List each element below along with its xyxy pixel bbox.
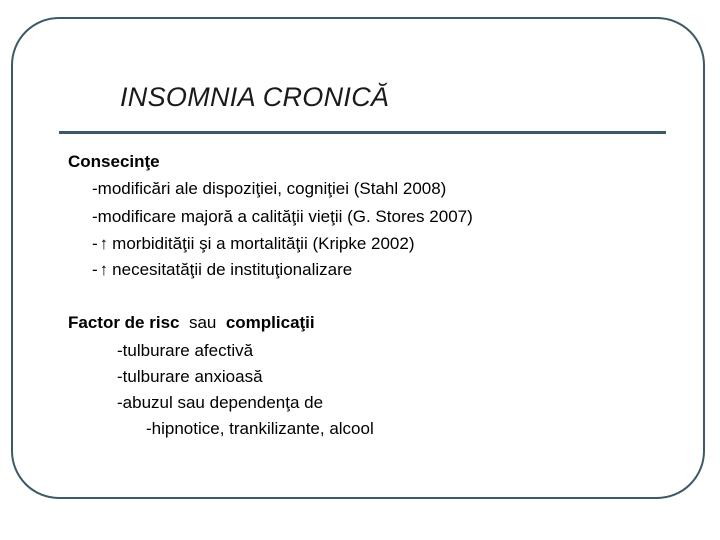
section-factor-heading [68,312,315,334]
list-item-text: modificări ale dispoziţiei, cogniţiei (Stahl 2008) [97,179,447,198]
list-item [92,259,352,281]
heading-part-mid: sau [188,313,217,332]
list-item-prefix: - [92,234,98,253]
list-item: -tulburare anxioasă [117,367,263,386]
list-item: -abuzul sau dependenţa de [117,393,324,412]
list-item-prefix: - [92,260,98,279]
list-item-prefix: - [92,179,98,198]
list-item-text: necesitatăţii de instituţionalizare [112,260,353,279]
heading-part-b: complicaţii [225,313,315,332]
arrow-up-icon: ↑ [99,260,109,279]
heading-part-a: Factor de risc [68,313,180,332]
arrow-up-icon: ↑ [99,234,109,253]
list-item-text: modificare majoră a calităţii vieţii (G. Stores 2007) [97,207,473,226]
list-item [92,206,473,228]
section-consecinte-heading: Consecinţe [68,152,160,171]
list-item-prefix: - [92,207,98,226]
list-item-text: morbidităţii şi a mortalităţii (Kripke 2002) [112,234,415,253]
title-divider [59,131,666,134]
slide-title: INSOMNIA CRONICĂ [120,82,390,112]
list-item: -tulburare afectivă [117,341,254,360]
list-item [92,178,446,200]
list-item: -hipnotice, trankilizante, alcool [146,419,374,438]
list-item [92,233,415,255]
